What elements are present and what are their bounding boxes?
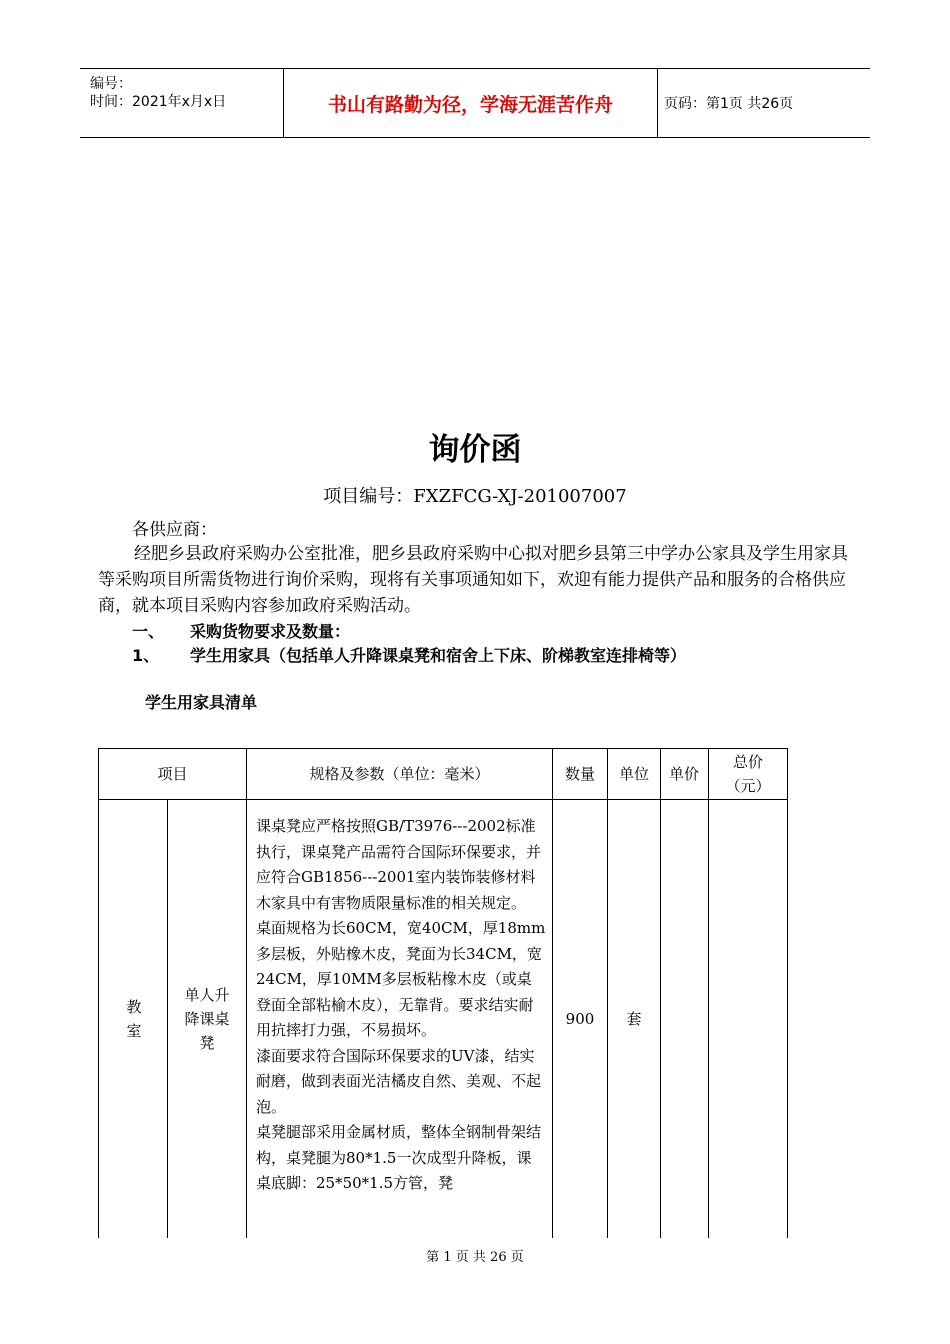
section-2-number: 1、 xyxy=(132,646,160,665)
document-title: 询价函 xyxy=(428,432,522,468)
page-header xyxy=(80,68,870,138)
header-spec: 规格及参数（单位：毫米） xyxy=(309,765,490,783)
section-2-text: 学生用家具（包括单人升降课桌凳和宿舍上下床、阶梯教室连排椅等） xyxy=(190,646,687,665)
row-unit: 套 xyxy=(626,1010,642,1028)
header-item: 项目 xyxy=(157,765,188,783)
header-page-info: 页码：第1页 共26页 xyxy=(664,96,794,112)
furniture-table xyxy=(98,748,788,1238)
intro-paragraph: 经肥乡县政府采购办公室批准，肥乡县政府采购中心拟对肥乡县第三中学办公家具及学生用家具等采购项目所需货物进行询价采购，现将有关事项通知如下，欢迎有能力提供产品和服务的合格供应商，就本项目采购内容参加政府采购活动。 xyxy=(98,544,848,616)
salutation: 各供应商： xyxy=(132,520,217,540)
table-col-divider xyxy=(246,748,247,1238)
table-col-divider xyxy=(660,748,661,1238)
row-quantity: 900 xyxy=(565,1010,595,1028)
number-label: 编号： xyxy=(90,76,132,92)
header-motto: 书山有路勤为径，学海无涯苦作舟 xyxy=(284,69,658,137)
table-col-divider xyxy=(167,799,168,1238)
spec-paragraph: 桌面规格为长60CM，宽40CM，厚18mm多层板，外贴橡木皮，凳面为长34CM，宽24CM，厚10MM多层板粘橡木皮（或桌登面全部粘榆木皮），无靠背。要求结实耐用抗摔打力强，不易损坏。 xyxy=(256,919,546,1039)
project-number: 项目编号：FXZFCG-XJ-201007007 xyxy=(323,486,627,507)
row-item-name: 单人升降课桌凳 xyxy=(184,986,230,1052)
spec-paragraph: 桌凳腿部采用金属材质，整体全钢制骨架结构，桌凳腿为80*1.5一次成型升降板，课桌底脚：25*50*1.5方管，凳 xyxy=(256,1123,542,1192)
list-title: 学生用家具清单 xyxy=(145,693,258,712)
spec-paragraph: 漆面要求符合国际环保要求的UV漆，结实耐磨，做到表面光洁橘皮自然、美观、不起泡。 xyxy=(256,1046,542,1116)
header-unit-price: 单价 xyxy=(668,765,699,783)
header-total: 总价（元） xyxy=(725,753,771,795)
table-border-right xyxy=(787,748,788,1238)
header-quantity: 数量 xyxy=(564,765,595,783)
page-footer: 第 1 页 共 26 页 xyxy=(426,1250,524,1265)
header-meta xyxy=(80,69,284,137)
spec-paragraph: 课桌凳应严格按照GB/T3976---2002标准执行，课桌凳产品需符合国际环保要求，并应符合GB1856---2001室内装饰装修材料木家具中有害物质限量标准的相关规定。 xyxy=(256,817,542,912)
section-1-number: 一、 xyxy=(132,622,165,641)
row-spec xyxy=(256,814,546,1197)
table-border-left xyxy=(98,748,99,1238)
header-unit: 单位 xyxy=(618,765,649,783)
section-1-text: 采购货物要求及数量： xyxy=(190,622,351,641)
row-category: 教室 xyxy=(126,998,142,1040)
section-heading-1-1 xyxy=(132,643,686,666)
date-label: 时间：2021年x月x日 xyxy=(90,94,227,110)
table-col-divider xyxy=(708,748,709,1238)
section-heading-1 xyxy=(132,619,350,642)
